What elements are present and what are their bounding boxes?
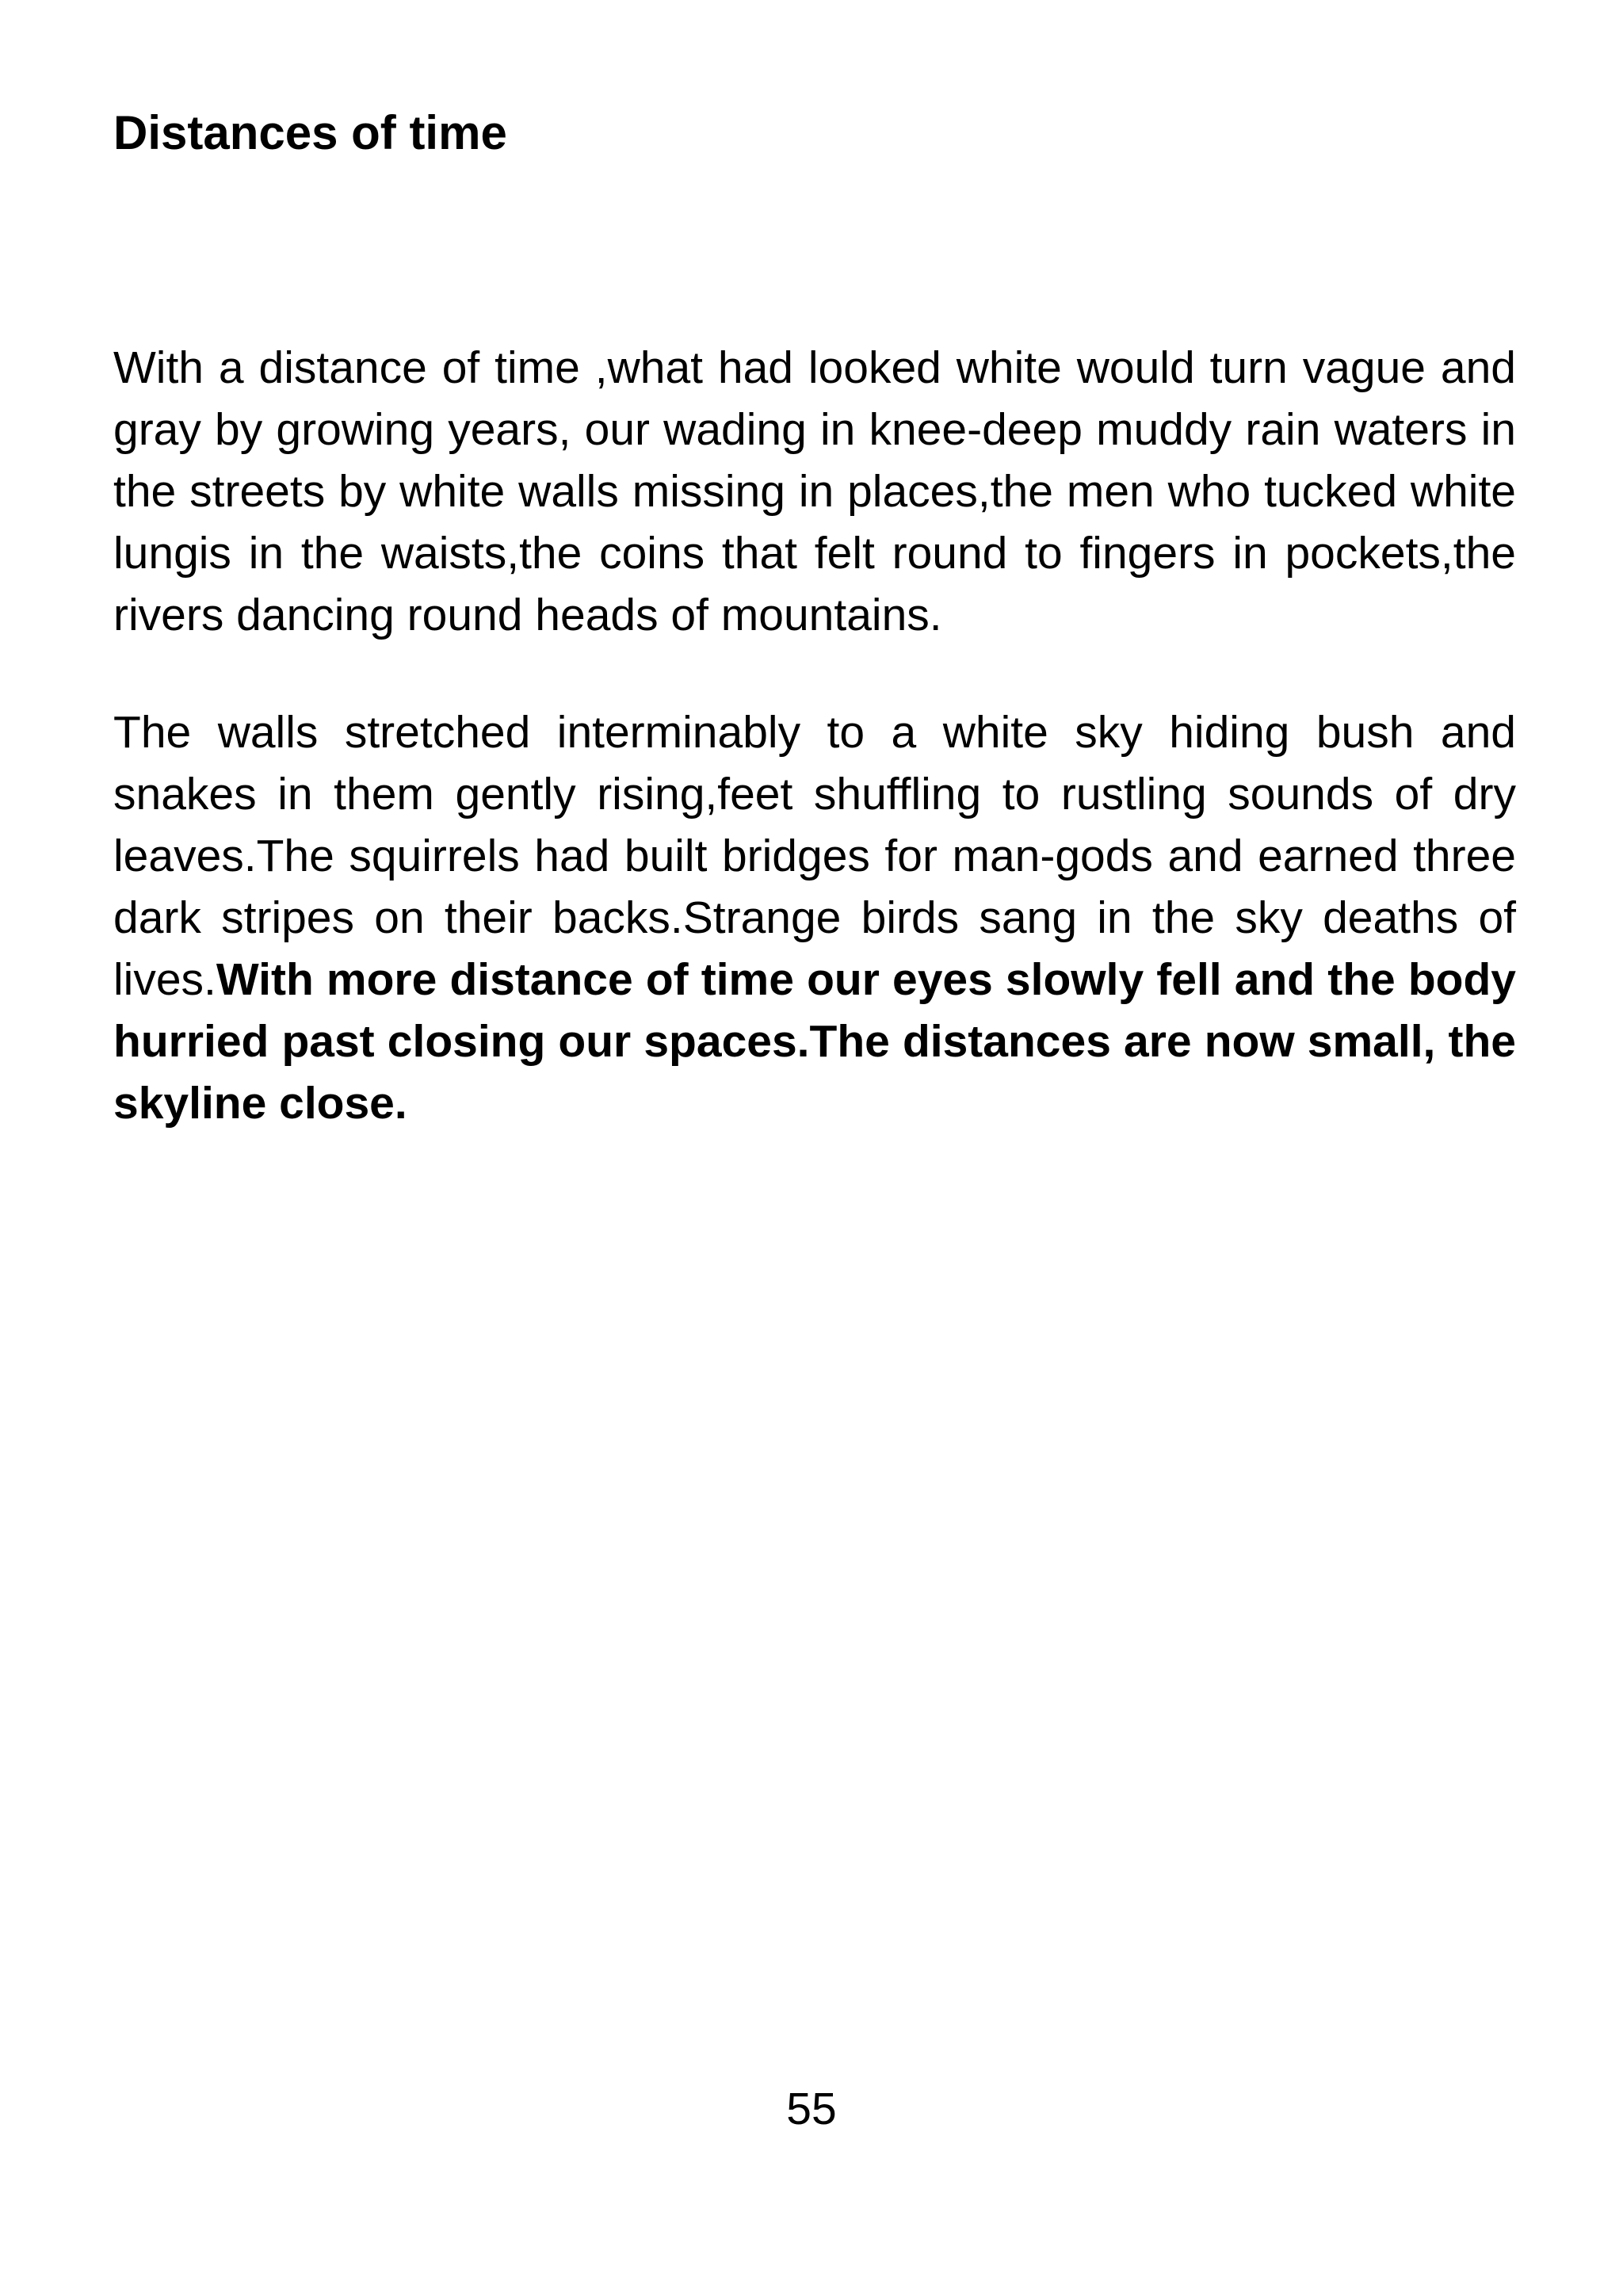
paragraph-2 xyxy=(113,701,1516,1134)
page-number: 55 xyxy=(786,2084,837,2134)
paragraph-2-regular-text: The walls stretched interminably to a white sky hiding bush and snakes in them gently rising,feet shuffling to rustling sounds of dry leaves.The squirrels had built bridges for man-gods and earned three dark stripes on their backs.Strange birds sang in the sky deaths of lives. xyxy=(113,707,1516,1005)
page-title: Distances of time xyxy=(113,106,507,159)
paragraph-2-bold-text: With more distance of time our eyes slowly fell and the body hurried past closing our spaces.The distances are now small, the skyline close. xyxy=(113,954,1516,1129)
paragraph-1: With a distance of time ,what had looked white would turn vague and gray by growing years, our wading in knee-deep muddy rain waters in the streets by white walls missing in places,the men who tucked white lungis in the waists,the coins that felt round to fingers in pockets,the rivers dancing round heads of mountains. xyxy=(113,342,1516,640)
